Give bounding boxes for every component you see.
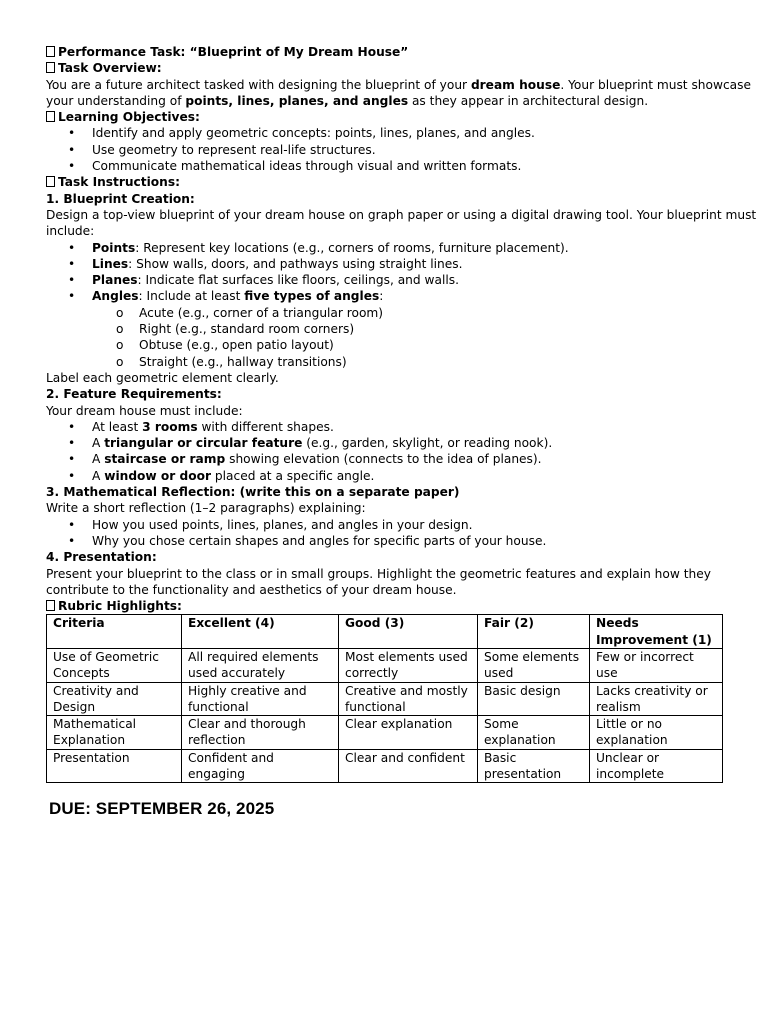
table-row — [47, 749, 723, 783]
table-cell: Creative and mostly functional — [339, 682, 478, 716]
list-item: o Obtuse (e.g., open patio layout) — [46, 337, 726, 353]
overview-line-2: your understanding of points, lines, planes, and angles as they appear in architectural design. — [46, 93, 649, 108]
missing-glyph-icon — [46, 600, 55, 611]
table-cell: Basic design — [478, 682, 590, 716]
list-item: o Right (e.g., standard room corners) — [46, 321, 726, 337]
table-cell: Unclear or incomplete — [590, 749, 723, 783]
list-item: • A staircase or ramp showing elevation (connects to the idea of planes). — [46, 451, 726, 467]
column-header: Excellent (4) — [182, 615, 339, 649]
section-3-heading: 3. Mathematical Reflection: (write this on a separate paper) — [46, 485, 460, 500]
section-4-line-1: Present your blueprint to the class or in small groups. Highlight the geometric features and explain how they — [46, 566, 711, 581]
table-cell: Clear and confident — [339, 749, 478, 783]
list-item: • A triangular or circular feature (e.g., garden, skylight, or reading nook). — [46, 435, 726, 451]
table-cell: Confident and engaging — [182, 749, 339, 783]
section-2-intro: Your dream house must include: — [46, 403, 243, 418]
list-item: • Lines: Show walls, doors, and pathways using straight lines. — [46, 256, 726, 272]
column-header: Criteria — [47, 615, 182, 649]
objectives-heading: Learning Objectives: — [46, 109, 726, 125]
list-item: • Identify and apply geometric concepts: points, lines, planes, and angles. — [46, 125, 726, 141]
section-4-heading: 4. Presentation: — [46, 550, 157, 565]
list-item: • Points: Represent key locations (e.g., corners of rooms, furniture placement). — [46, 240, 726, 256]
reflection-list — [46, 517, 726, 550]
blueprint-elements-list — [46, 240, 726, 305]
table-cell: Most elements used correctly — [339, 648, 478, 682]
table-cell: Creativity and Design — [47, 682, 182, 716]
section-2-heading: 2. Feature Requirements: — [46, 387, 222, 402]
table-cell: Few or incorrect use — [590, 648, 723, 682]
table-cell: Some explanation — [478, 716, 590, 750]
overview-heading: Task Overview: — [46, 60, 726, 76]
list-item: • At least 3 rooms with different shapes. — [46, 419, 726, 435]
table-row — [47, 716, 723, 750]
list-item: o Acute (e.g., corner of a triangular room) — [46, 305, 726, 321]
section-3-intro: Write a short reflection (1–2 paragraphs) explaining: — [46, 501, 366, 516]
rubric-table — [46, 614, 723, 783]
list-item: • Use geometry to represent real-life structures. — [46, 142, 726, 158]
section-1-intro-1: Design a top-view blueprint of your dream house on graph paper or using a digital drawing tool. Your blueprint must — [46, 207, 757, 222]
table-header-row — [47, 615, 723, 649]
task-title: Performance Task: “Blueprint of My Dream House” — [46, 44, 726, 60]
table-cell: Highly creative and functional — [182, 682, 339, 716]
missing-glyph-icon — [46, 62, 55, 73]
table-cell: Basic presentation — [478, 749, 590, 783]
list-item: • Why you chose certain shapes and angles for specific parts of your house. — [46, 533, 726, 549]
column-header: Fair (2) — [478, 615, 590, 649]
list-item: • Angles: Include at least five types of angles: — [46, 288, 726, 304]
angle-types-list — [46, 305, 726, 370]
table-cell: Presentation — [47, 749, 182, 783]
overview-line-1: You are a future architect tasked with designing the blueprint of your dream house. Your blueprint must showcase — [46, 77, 751, 92]
list-item: • How you used points, lines, planes, and angles in your design. — [46, 517, 726, 533]
rubric-heading: Rubric Highlights: — [46, 598, 726, 614]
table-cell: Clear and thorough reflection — [182, 716, 339, 750]
table-row — [47, 648, 723, 682]
list-item: • Communicate mathematical ideas through visual and written formats. — [46, 158, 726, 174]
table-cell: Lacks creativity or realism — [590, 682, 723, 716]
section-1-heading: 1. Blueprint Creation: — [46, 191, 195, 206]
section-1-intro-2: include: — [46, 224, 95, 239]
table-cell: All required elements used accurately — [182, 648, 339, 682]
due-date: DUE: SEPTEMBER 26, 2025 — [49, 799, 275, 819]
missing-glyph-icon — [46, 46, 55, 57]
section-4-line-2: contribute to the functionality and aesthetics of your dream house. — [46, 582, 457, 597]
column-header: Good (3) — [339, 615, 478, 649]
table-cell: Clear explanation — [339, 716, 478, 750]
missing-glyph-icon — [46, 111, 55, 122]
table-cell: Use of Geometric Concepts — [47, 648, 182, 682]
feature-list — [46, 419, 726, 484]
table-cell: Mathematical Explanation — [47, 716, 182, 750]
document-page — [46, 44, 757, 819]
label-note: Label each geometric element clearly. — [46, 370, 279, 385]
list-item: • Planes: Indicate flat surfaces like floors, ceilings, and walls. — [46, 272, 726, 288]
missing-glyph-icon — [46, 176, 55, 187]
table-cell: Some elements used — [478, 648, 590, 682]
list-item: o Straight (e.g., hallway transitions) — [46, 354, 726, 370]
list-item: • A window or door placed at a specific angle. — [46, 468, 726, 484]
column-header: Needs Improvement (1) — [590, 615, 723, 649]
table-cell: Little or no explanation — [590, 716, 723, 750]
table-row — [47, 682, 723, 716]
objectives-list — [46, 125, 726, 174]
instructions-heading: Task Instructions: — [46, 174, 726, 190]
